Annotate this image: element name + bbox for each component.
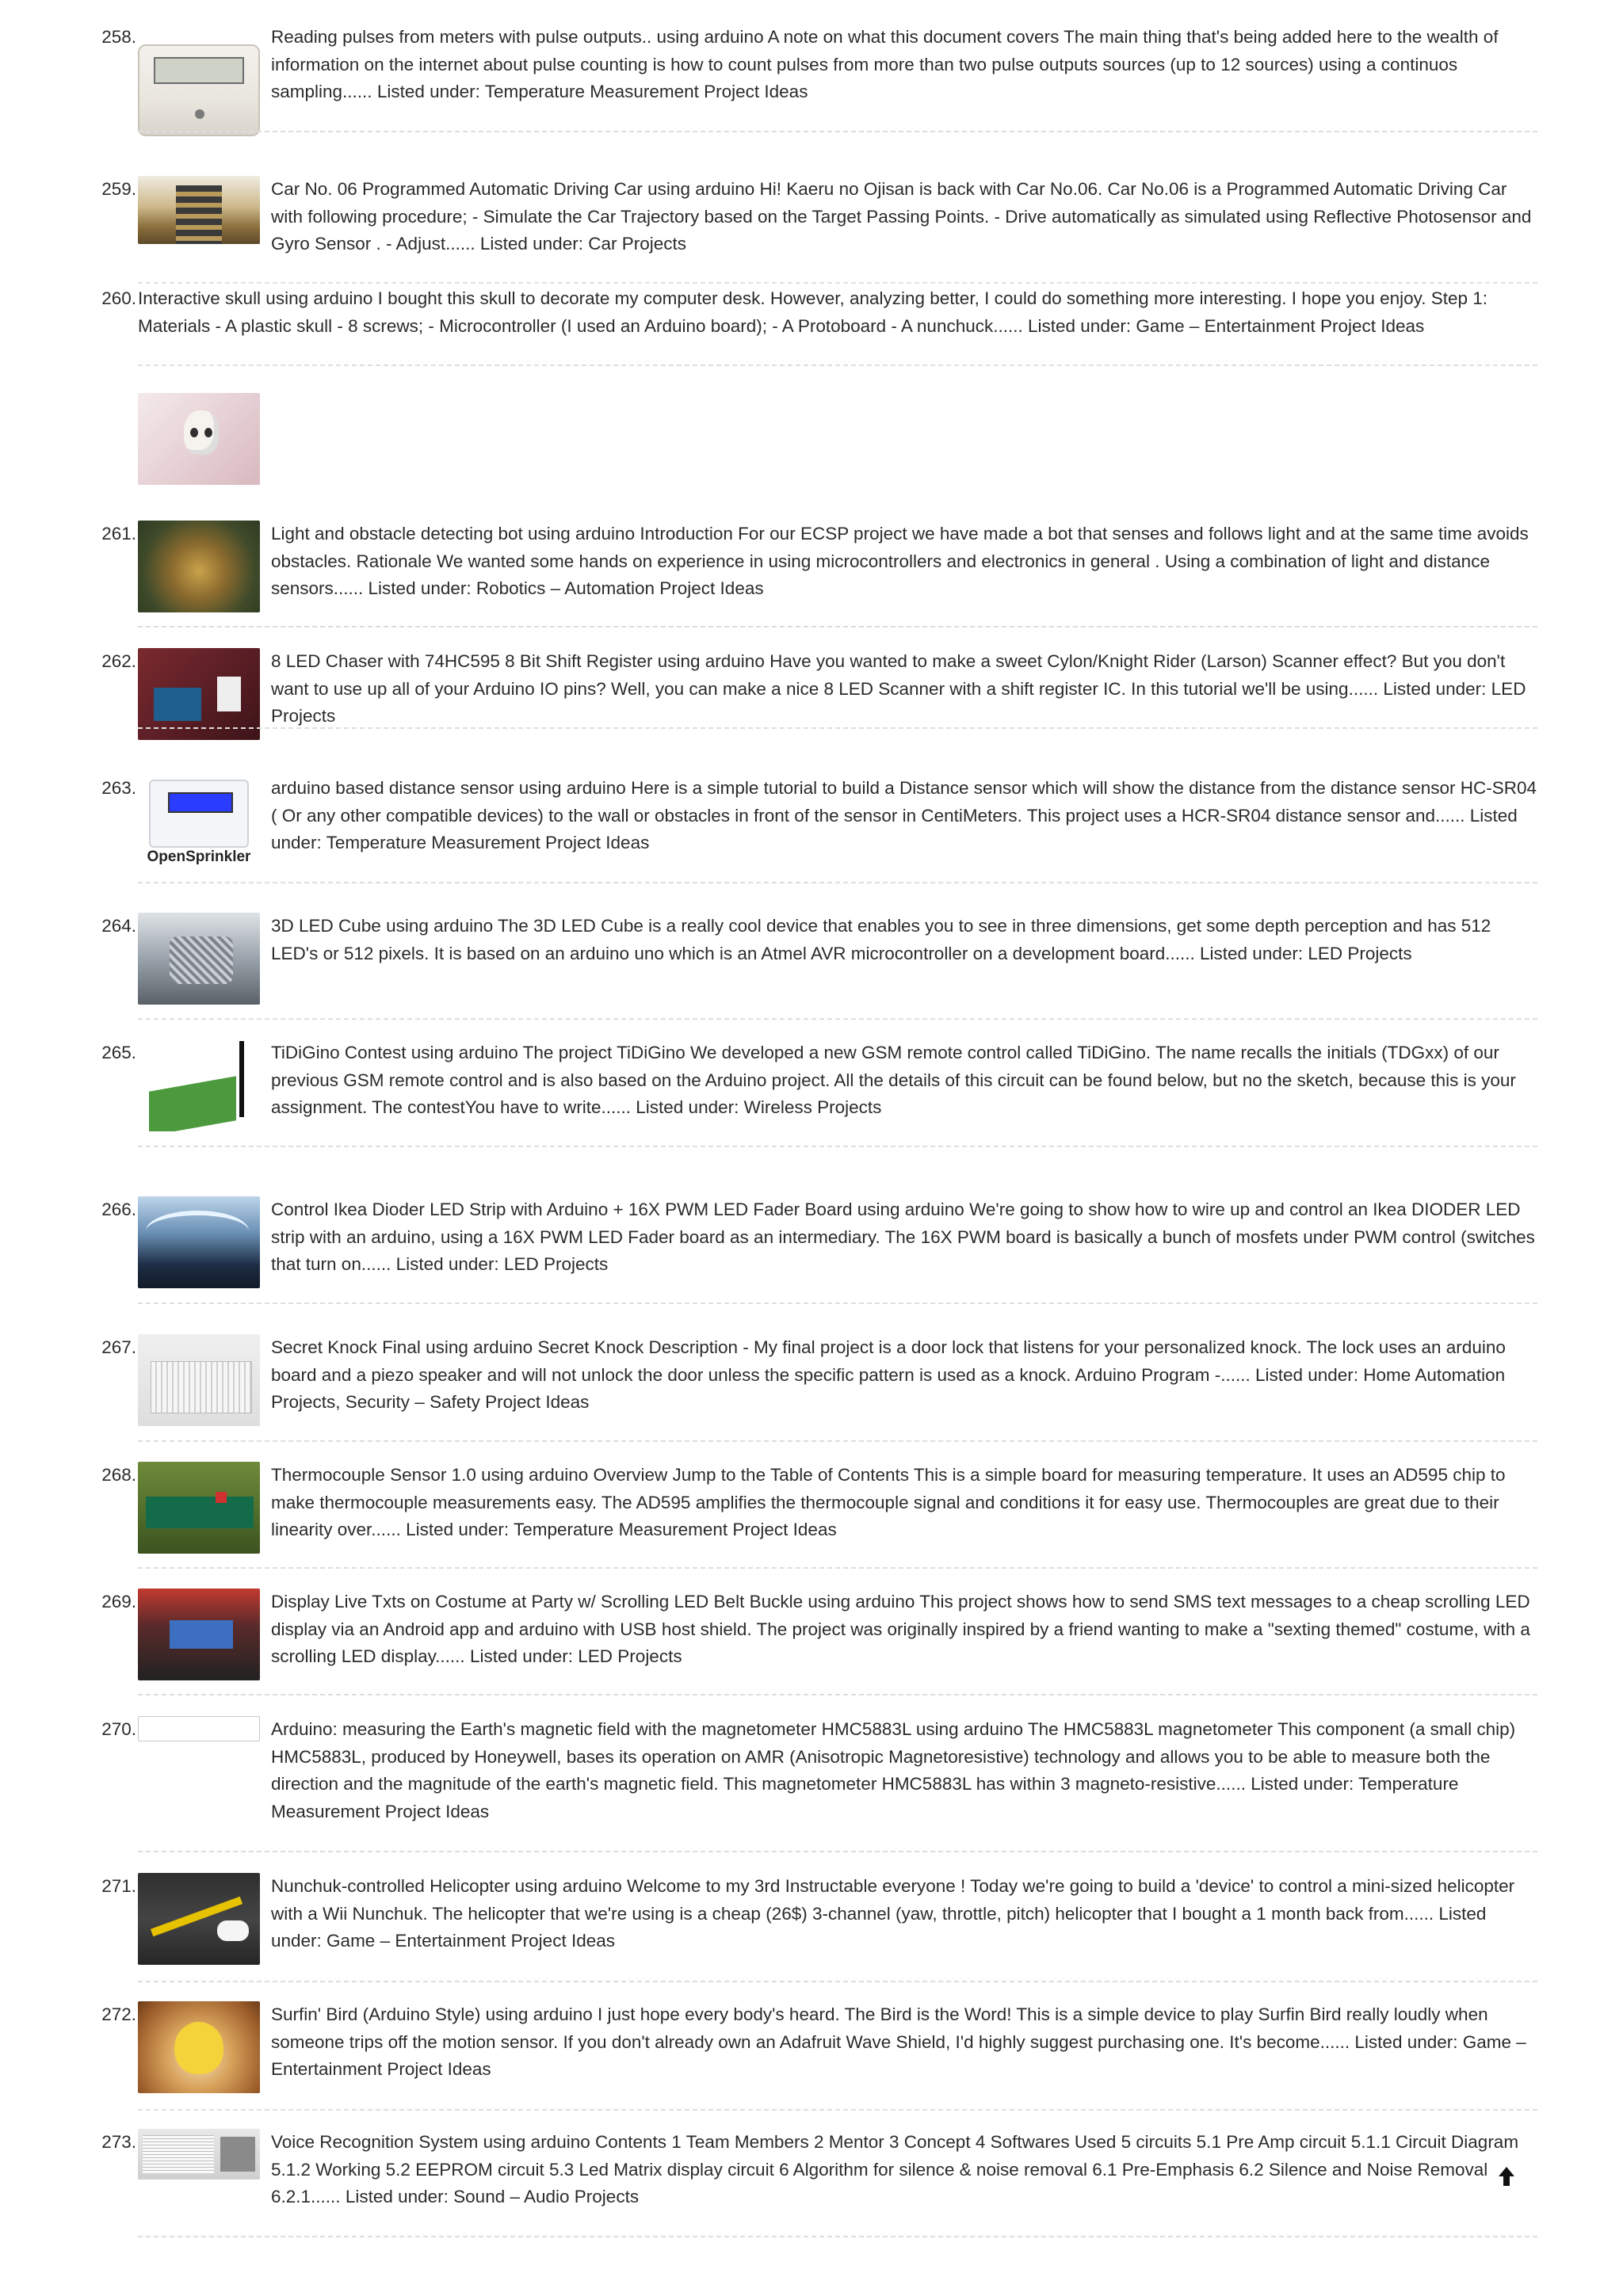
- item-number: 267.: [101, 1337, 136, 1357]
- item-listed-under[interactable]: Listed under: Car Projects: [475, 234, 686, 254]
- item-title-link[interactable]: Reading pulses from meters with pulse outputs.. using arduino: [271, 27, 764, 47]
- item-body: Hi! Kaeru no Ojisan is back with Car No.06. Car No.06 is a Programmed Automatic Driving Car with following procedure; - Simulate the Car Trajectory based on the Target Passing Points. - Drive automatically as simulated using Reflective Photosensor and Gyro Sensor . - Adjust......: [271, 179, 1532, 254]
- item-number: 261.: [101, 524, 136, 543]
- item-thumbnail[interactable]: [138, 1334, 260, 1426]
- item-separator: [138, 2109, 1537, 2111]
- back-to-top-button[interactable]: [1495, 2165, 1518, 2192]
- item-title-link[interactable]: arduino based distance sensor using arduino: [271, 778, 626, 798]
- item-title-link[interactable]: Voice Recognition System using arduino: [271, 2132, 590, 2152]
- item-number: 273.: [101, 2132, 136, 2152]
- gsm-board-image: [149, 1076, 236, 1131]
- item-body: Here is a simple tutorial to build a Distance sensor which will show the distance from the distance sensor HC-SR04 ( Or any other compatible devices) to the wall or obstacles in front of the sensor in CentiMeters. This project uses a HCR-SR04 distance sensor and......: [271, 778, 1537, 826]
- item-number: 266.: [101, 1199, 136, 1219]
- item-text: [271, 648, 1537, 730]
- arrow-up-icon: [1497, 2165, 1516, 2187]
- item-title-link[interactable]: Surfin' Bird (Arduino Style) using arduino: [271, 2004, 593, 2024]
- item-number: 264.: [101, 916, 136, 936]
- item-separator: [138, 1694, 1537, 1695]
- item-title-link[interactable]: Car No. 06 Programmed Automatic Driving Car using arduino: [271, 179, 755, 199]
- item-thumbnail[interactable]: [138, 1462, 260, 1554]
- item-listed-under[interactable]: Listed under: Sound – Audio Projects: [340, 2187, 640, 2206]
- photo-image: [220, 2137, 255, 2172]
- item-number: 270.: [101, 1719, 136, 1739]
- item-separator: [138, 1981, 1537, 1982]
- item-thumbnail[interactable]: [138, 648, 260, 740]
- item-thumbnail[interactable]: [138, 2129, 260, 2180]
- item-separator: [138, 1146, 1537, 1147]
- component-card: [217, 677, 241, 711]
- brand-label: OpenSprinkler: [147, 849, 251, 865]
- item-body: I bought this skull to decorate my computer desk. However, analyzing better, I could do something more interesting. I hope you enjoy. Step 1: Materials - A plastic skull - 8 screws; - Microcontroller (I used an Arduino board); - A Protoboard - A nunchuck......: [138, 288, 1488, 336]
- item-title-link[interactable]: Nunchuk-controlled Helicopter using arduino: [271, 1876, 622, 1896]
- nunchuk-image: [217, 1920, 249, 1941]
- breadboard-image: [151, 1361, 252, 1413]
- item-body: Contents 1 Team Members 2 Mentor 3 Concept 4 Softwares Used 5 circuits 5.1 Pre Amp circuit 5.1.1 Circuit Diagram 5.1.2 Working 5.2 EEPROM circuit 5.3 Led Matrix display circuit 6 Algorithm for silence & noise removal 6.1 Pre-Emphasis 6.2 Silence and Noise Removal 6.2.1......: [271, 2132, 1519, 2206]
- item-text: [271, 521, 1537, 603]
- item-title-link[interactable]: 8 LED Chaser with 74HC595 8 Bit Shift Register using arduino: [271, 651, 765, 671]
- item-number: 272.: [101, 2004, 136, 2024]
- item-number: 263.: [101, 778, 136, 798]
- item-separator: [138, 2236, 1537, 2237]
- item-title-link[interactable]: Secret Knock Final using arduino: [271, 1337, 533, 1357]
- item-thumbnail[interactable]: [138, 775, 260, 867]
- meter-led: [195, 109, 204, 119]
- broken-image-thumbnail[interactable]: [138, 1716, 260, 1741]
- item-listed-under[interactable]: Listed under: Wireless Projects: [631, 1097, 882, 1117]
- item-thumbnail[interactable]: [138, 2001, 260, 2093]
- item-thumbnail[interactable]: [138, 1873, 260, 1965]
- item-listed-under[interactable]: Listed under: Temperature Measurement Project Ideas: [400, 1520, 837, 1539]
- item-number: 268.: [101, 1465, 136, 1485]
- item-listed-under[interactable]: Listed under: LED Projects: [391, 1254, 609, 1274]
- item-text: [271, 2001, 1537, 2084]
- item-listed-under[interactable]: Listed under: Game – Entertainment Project Ideas: [1022, 315, 1425, 336]
- item-thumbnail[interactable]: [138, 44, 260, 136]
- item-text: [271, 1589, 1537, 1671]
- item-body: Have you wanted to make a sweet Cylon/Knight Rider (Larson) Scanner effect? But you don't want to use up all of your Arduino IO pins? Well, you can make a nice 8 LED Scanner with a shift register IC. In this tutorial we'll be using......: [271, 651, 1506, 699]
- item-text: [271, 1039, 1537, 1122]
- meter-display: [154, 57, 244, 84]
- controller-box: [149, 780, 249, 848]
- item-separator: [138, 882, 1537, 883]
- item-thumbnail[interactable]: [138, 1589, 260, 1680]
- item-number: 262.: [101, 651, 136, 671]
- item-listed-under[interactable]: Listed under: Robotics – Automation Project Ideas: [363, 578, 764, 598]
- item-title-link[interactable]: Control Ikea Dioder LED Strip with Arduino + 16X PWM LED Fader Board using arduino: [271, 1199, 964, 1219]
- item-body: Welcome to my 3rd Instructable everyone ! Today we're going to build a 'device' to control a mini-sized helicopter with a Wii Nunchuk. The helicopter that we're using is a cheap (26$) 3-channel (yaw, throttle, pitch) helicopter that I bought a 1 month back from......: [271, 1876, 1515, 1924]
- item-title-link[interactable]: Interactive skull using arduino: [138, 288, 373, 308]
- item-thumbnail[interactable]: [138, 393, 260, 485]
- item-number: 265.: [101, 1043, 136, 1062]
- led-display-image: [170, 1620, 233, 1649]
- item-listed-under[interactable]: Listed under: Home Automation Projects, Security – Safety Project Ideas: [271, 1364, 1506, 1412]
- item-text: [271, 176, 1537, 258]
- item-body: Overview Jump to the Table of Contents This is a simple board for measuring temperature. It uses an AD595 chip to make thermocouple measurements easy. The AD595 amplifies the thermocouple signal and conditions it for easy use. Thermocouples are great due to their linearity over......: [271, 1465, 1506, 1539]
- skull-eye: [204, 428, 212, 437]
- item-separator: [138, 1018, 1537, 1020]
- item-separator: [138, 131, 1537, 132]
- item-text: [271, 24, 1537, 106]
- item-separator: [138, 1567, 1537, 1569]
- item-title-link[interactable]: Thermocouple Sensor 1.0 using arduino: [271, 1465, 589, 1485]
- item-title-link[interactable]: Light and obstacle detecting bot using arduino: [271, 524, 636, 543]
- item-body: The 3D LED Cube is a really cool device that enables you to see in three dimensions, get some depth perception and has 512 LED's or 512 pixels. It is based on an arduino uno which is an Atmel AVR microcontroller on a development board......: [271, 916, 1491, 963]
- item-listed-under[interactable]: Listed under: LED Projects: [464, 1646, 682, 1666]
- item-separator: [138, 1851, 1537, 1852]
- item-listed-under[interactable]: Listed under: Temperature Measurement Project Ideas: [372, 82, 808, 101]
- item-separator: [138, 1302, 1537, 1304]
- item-body: Secret Knock Description - My final project is a door lock that listens for your personalized knock. The lock uses an arduino board and a piezo speaker and will not unlock the door unless the specific pattern is used as a knock. Arduino Program -......: [271, 1337, 1506, 1385]
- item-separator: [138, 282, 1537, 284]
- item-body: The HMC5883L magnetometer This component (a small chip) HMC5883L, produced by Honeywell, bases its operation on AMR (Anisotropic Magnetoresistive) technology and allows you to be able to measure both the direction and the magnitude of the earth's magnetic field. This magnetometer HMC5883L has within 3 magneto-resistive......: [271, 1719, 1516, 1794]
- item-body: We're going to show how to wire up and control an Ikea DIODER LED strip with an arduino, using a 16X PWM LED Fader board as an intermediary. The 16X PWM board is basically a bunch of mosfets under PWM control (switches that turn on......: [271, 1199, 1535, 1274]
- item-listed-under[interactable]: Listed under: Temperature Measurement Project Ideas: [271, 805, 1518, 852]
- rubber-duck-image: [174, 2022, 223, 2074]
- item-number: 260.: [101, 288, 136, 308]
- skull-eye: [190, 428, 198, 437]
- item-text: [271, 1334, 1537, 1417]
- item-thumbnail[interactable]: [138, 521, 260, 612]
- item-text: [271, 1873, 1537, 1955]
- item-listed-under[interactable]: Listed under: Temperature Measurement Project Ideas: [271, 1774, 1459, 1821]
- item-listed-under[interactable]: Listed under: LED Projects: [271, 678, 1526, 726]
- item-number: 259.: [101, 179, 136, 199]
- robot-car-image: [176, 185, 222, 244]
- skull-image: [184, 410, 219, 455]
- item-separator: [138, 1440, 1537, 1442]
- schematic-image: [143, 2135, 214, 2173]
- led-cube-image: [170, 936, 233, 984]
- item-separator: [138, 727, 1537, 729]
- item-thumbnail[interactable]: [138, 1039, 260, 1131]
- item-text: [271, 1462, 1537, 1544]
- item-thumbnail[interactable]: [138, 1196, 260, 1288]
- item-text: [138, 285, 1537, 340]
- item-separator: [138, 364, 1537, 366]
- terminal-block: [216, 1492, 227, 1503]
- item-body: The project TiDiGino We developed a new GSM remote control called TiDiGino. The name recalls the initials (TDGxx) of our previous GSM remote control and is also based on the Arduino project. All the details of this circuit can be found below, but no the sketch, because this is your assignment. The contestYou have to write......: [271, 1043, 1516, 1117]
- item-body: I just hope every body's heard. The Bird is the Word! This is a simple device to play Surfin Bird really loudly when someone trips off the motion sensor. If you don't already own an Adafruit Wave Shield, I'd highly suggest purchasing one. It's become......: [271, 2004, 1488, 2052]
- item-listed-under[interactable]: Listed under: LED Projects: [1194, 943, 1412, 963]
- item-listed-under[interactable]: Listed under: Game – Entertainment Project Ideas: [271, 2031, 1526, 2079]
- led-strip-image: [146, 1211, 249, 1252]
- arduino-board-image: [154, 688, 201, 721]
- item-title-link[interactable]: TiDiGino Contest using arduino: [271, 1043, 518, 1062]
- item-number: 269.: [101, 1592, 136, 1611]
- item-text: [271, 775, 1537, 857]
- antenna: [239, 1041, 244, 1117]
- item-title-link[interactable]: 3D LED Cube using arduino: [271, 916, 494, 936]
- lcd-display: [168, 792, 233, 813]
- item-title-link[interactable]: Arduino: measuring the Earth's magnetic field with the magnetometer HMC5883L using arduino: [271, 1719, 1023, 1739]
- item-body: Introduction For our ECSP project we have made a bot that senses and follows light and at the same time avoids obstacles. Rationale We wanted some hands on experience in using microcontrollers and electronics in general . Using a combination of light and distance sensors......: [271, 524, 1529, 598]
- item-listed-under[interactable]: Listed under: Game – Entertainment Project Ideas: [271, 1903, 1487, 1951]
- item-thumbnail[interactable]: [138, 176, 260, 244]
- item-body: A note on what this document covers The main thing that's being added here to the wealth of information on the internet about pulse counting is how to count pulses from more than two pulse outputs sources (up to 12 sources) using a continuos sampling......: [271, 27, 1499, 101]
- thermocouple-board-image: [146, 1497, 254, 1528]
- item-number: 258.: [101, 27, 136, 47]
- item-body: This project shows how to send SMS text messages to a cheap scrolling LED display via an Android app and arduino with USB host shield. The project was originally inspired by a friend wanting to make a "sexting themed" costume, with a scrolling LED display......: [271, 1592, 1530, 1666]
- item-separator: [138, 626, 1537, 627]
- item-text: [271, 913, 1537, 967]
- item-text: [271, 1716, 1537, 1825]
- item-text: [271, 2129, 1537, 2211]
- item-number: 271.: [101, 1876, 136, 1896]
- item-text: [271, 1196, 1537, 1279]
- item-title-link[interactable]: Display Live Txts on Costume at Party w/ Scrolling LED Belt Buckle using arduino: [271, 1592, 915, 1611]
- item-thumbnail[interactable]: [138, 913, 260, 1005]
